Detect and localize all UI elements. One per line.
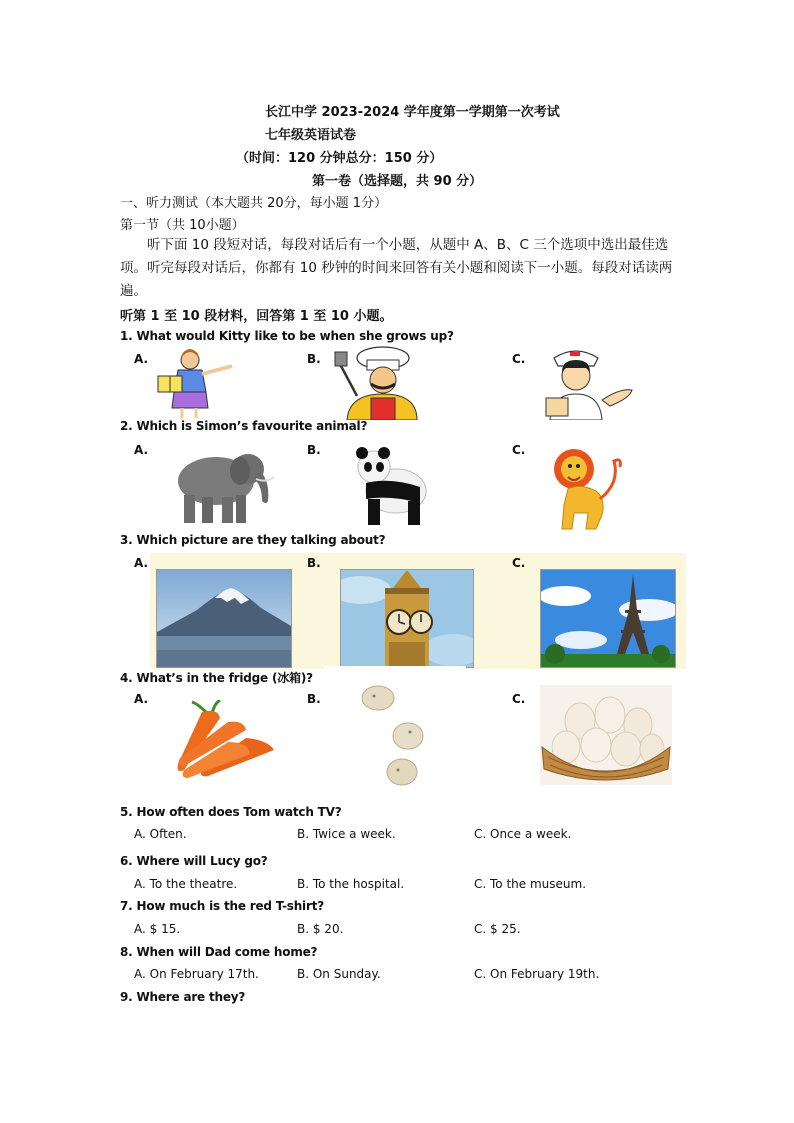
nurse-picture — [540, 344, 636, 420]
teacher-picture — [152, 346, 242, 420]
question-6-stem: 6. Where will Lucy go? — [120, 854, 268, 868]
mount-fuji-picture — [156, 569, 292, 668]
q3-option-b[interactable]: B. — [307, 556, 321, 570]
q1-option-b[interactable]: B. — [307, 352, 321, 366]
q7-option-b[interactable]: B. $ 20. — [297, 922, 344, 936]
listening-subheading: 听第 1 至 10 段材料，回答第 1 至 10 小题。 — [120, 309, 393, 324]
q3-option-c[interactable]: C. — [512, 556, 526, 570]
exam-title: 长江中学 2023-2024 学年度第一学期第一次考试 — [265, 105, 560, 120]
time-score-info: （时间：120 分钟总分：150 分） — [236, 151, 443, 166]
big-ben-picture — [340, 569, 474, 668]
eggs-picture — [540, 685, 672, 785]
q1-option-c[interactable]: C. — [512, 352, 526, 366]
cook-picture — [327, 346, 419, 420]
q6-option-b[interactable]: B. To the hospital. — [297, 877, 405, 891]
volume-title: 第一卷（选择题，共 90 分） — [312, 174, 483, 189]
paper-title: 七年级英语试卷 — [265, 128, 357, 143]
question-1-stem: 1. What would Kitty like to be when she grows up? — [120, 329, 454, 343]
q6-option-c[interactable]: C. To the museum. — [474, 877, 587, 891]
q8-option-c[interactable]: C. On February 19th. — [474, 967, 600, 981]
section-heading: 第一节（共 10小题） — [120, 218, 245, 233]
q2-option-b[interactable]: B. — [307, 443, 321, 457]
question-9-stem: 9. Where are they? — [120, 990, 246, 1004]
q1-option-a[interactable]: A. — [134, 352, 149, 366]
q8-option-b[interactable]: B. On Sunday. — [297, 967, 381, 981]
q5-option-c[interactable]: C. Once a week. — [474, 827, 572, 841]
q8-option-a[interactable]: A. On February 17th. — [134, 967, 259, 981]
q4-option-a[interactable]: A. — [134, 692, 149, 706]
panda-picture — [350, 443, 434, 527]
part-heading: 一、听力测试（本大题共 20分，每小题 1分） — [120, 196, 388, 211]
q6-option-a[interactable]: A. To the theatre. — [134, 877, 238, 891]
question-8-stem: 8. When will Dad come home? — [120, 945, 318, 959]
lion-picture — [550, 443, 626, 531]
question-3-stem: 3. Which picture are they talking about? — [120, 533, 386, 547]
question-5-stem: 5. How often does Tom watch TV? — [120, 805, 342, 819]
eiffel-tower-picture — [540, 569, 676, 668]
q4-option-c[interactable]: C. — [512, 692, 526, 706]
q2-option-c[interactable]: C. — [512, 443, 526, 457]
q5-option-a[interactable]: A. Often. — [134, 827, 187, 841]
q2-option-a[interactable]: A. — [134, 443, 149, 457]
question-2-stem: 2. Which is Simon’s favourite animal? — [120, 419, 368, 433]
carrots-picture — [168, 700, 280, 780]
q3-option-a[interactable]: A. — [134, 556, 149, 570]
q7-option-a[interactable]: A. $ 15. — [134, 922, 181, 936]
question-4-stem: 4. What’s in the fridge (冰箱)? — [120, 671, 313, 685]
question-7-stem: 7. How much is the red T-shirt? — [120, 899, 324, 913]
q5-option-b[interactable]: B. Twice a week. — [297, 827, 396, 841]
q4-option-b[interactable]: B. — [307, 692, 321, 706]
instruction-paragraph: 听下面 10 段短对话，每段对话后有一个小题，从题中 A、B、C 三个选项中选出最佳选项。听完每段对话后，你都有 10 秒钟的时间来回答有关小题和阅读下一小题。每段对话读两遍。 — [120, 237, 673, 299]
q7-option-c[interactable]: C. $ 25. — [474, 922, 521, 936]
elephant-picture — [170, 441, 278, 525]
potatoes-picture — [324, 666, 466, 808]
